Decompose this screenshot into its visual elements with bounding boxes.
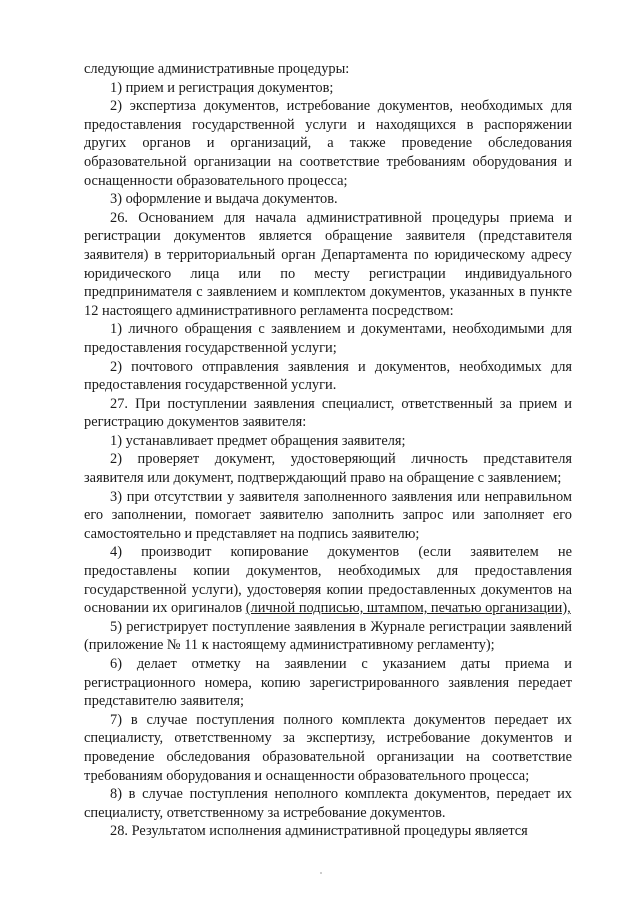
paragraph-26-item-1: 1) личного обращения с заявлением и документами, необходимыми для предоставления государственной услуги; bbox=[84, 321, 572, 356]
paragraph-27-item-2: 2) проверяет документ, удостоверяющий личность представителя заявителя или документ, подтверждающий право на обращение с заявлением; bbox=[84, 451, 572, 487]
paragraph-procedure-1: 1) прием и регистрация документов; bbox=[110, 79, 334, 96]
paragraph-procedure-3: 3) оформление и выдача документов. bbox=[110, 191, 338, 208]
paragraph-26: 26. Основанием для начала административной процедуры приема и регистрации документов является обращение заявителя (представителя заявителя) в территориальный орган Департамента по юридическому адресу юридического лица или по месту регистрации индивидуального предпринимателя с заявлением и комплектом документов, указанных в пункте 12 настоящего административного регламента посредством: bbox=[84, 209, 572, 319]
paragraph-26-item-2: 2) почтового отправления заявления и документов, необходимых для предоставления государственной услуги. bbox=[84, 358, 572, 394]
paragraph-intro: следующие административные процедуры: bbox=[84, 61, 350, 77]
paragraph-27-item-3: 3) при отсутствии у заявителя заполненного заявления или неправильном его заполнении, помогает заявителю заполнить запрос или заполняет его самостоятельно и представляет на подпись заявителю; bbox=[84, 488, 572, 542]
paragraph-27-item-4 bbox=[84, 543, 572, 617]
scan-speck bbox=[320, 872, 322, 874]
paragraph-27-item-1: 1) устанавливает предмет обращения заявителя; bbox=[110, 432, 406, 449]
paragraph-27: 27. При поступлении заявления специалист, ответственный за прием и регистрацию документов заявителя: bbox=[84, 395, 572, 431]
paragraph-28: 28. Результатом исполнения административной процедуры является bbox=[110, 823, 528, 840]
paragraph-27-item-4-text: 4) производит копирование документов (если заявителем не предоставлены копии документов, необходимых для предоставления государственной услуги), удостоверяя копии предоставленных документов на основании их оригиналов bbox=[84, 544, 572, 617]
paragraph-27-item-5: 5) регистрирует поступление заявления в Журнале регистрации заявлений (приложение № 11 к настоящему административному регламенту); bbox=[84, 618, 572, 654]
paragraph-procedure-2: 2) экспертиза документов, истребование документов, необходимых для предоставления государственной услуги и находящихся в распоряжении других органов и организаций, а также проведение обследования образовательной организации на соответствие требованиям оборудования и оснащенности образовательного процесса; bbox=[84, 98, 572, 189]
underlined-text: (личной подписью, штампом, печатью организации), bbox=[245, 600, 571, 617]
paragraph-27-item-7: 7) в случае поступления полного комплекта документов передает их специалисту, ответственному за экспертизу, истребование документов и проведение обследования образовательной организации на соответствие требованиям оборудования и оснащенности образовательного процесса; bbox=[84, 711, 572, 784]
paragraph-27-item-6: 6) делает отметку на заявлении с указанием даты приема и регистрационного номера, копию зарегистрированного заявления передает представителю заявителя; bbox=[84, 656, 572, 710]
paragraph-27-item-8: 8) в случае поступления неполного комплекта документов, передает их специалисту, ответственному за истребование документов. bbox=[84, 786, 572, 821]
document-page bbox=[84, 60, 572, 841]
